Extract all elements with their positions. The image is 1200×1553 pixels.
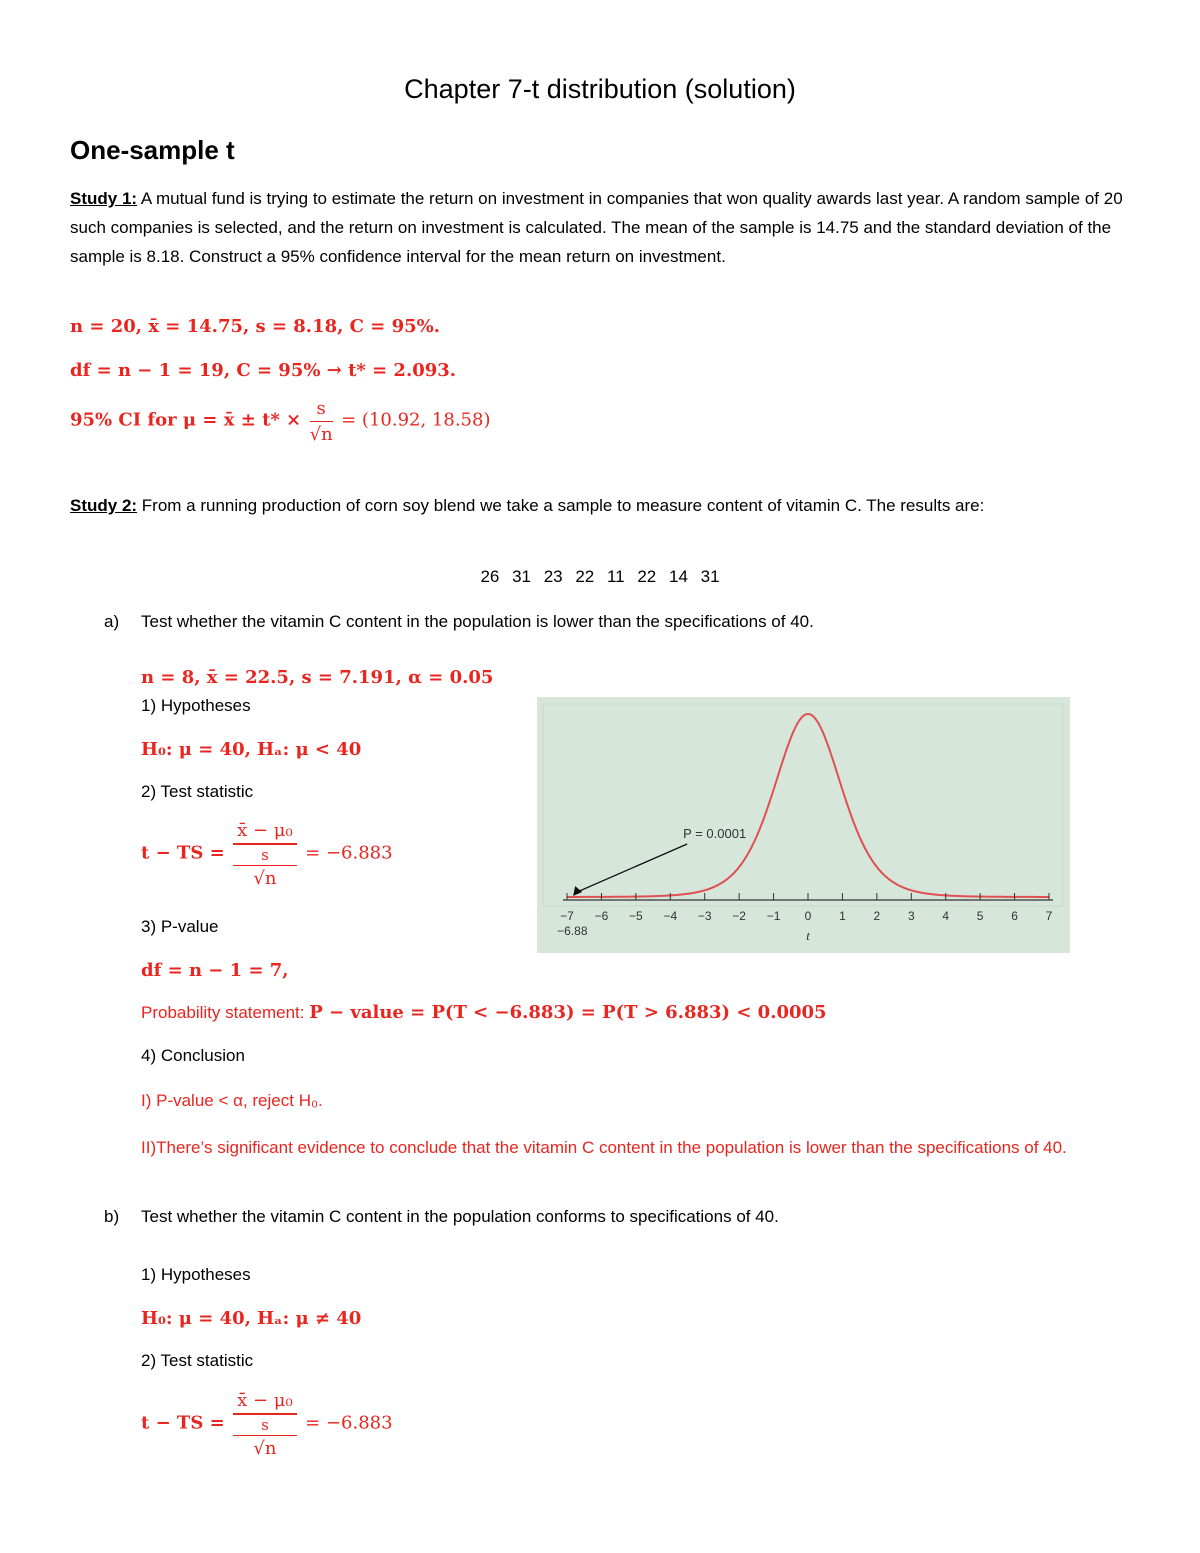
x-tick-label: −4 [663,909,678,923]
part-b-question: Test whether the vitamin C content in the population conforms to specifications of 40. [141,1207,779,1226]
part-b-ts-den: √n [253,1438,277,1459]
study2-paragraph [70,491,1140,520]
part-b-step1: 1) Hypotheses [141,1265,251,1284]
part-b-test-statistic [141,1390,393,1459]
part-b-ts-num: x̄ − μ₀ [233,1390,297,1414]
study1-given: n = 20, x̄ = 14.75, s = 8.18, C = 95%. [70,316,441,337]
x-tick-label: 3 [907,909,915,923]
t-distribution-svg [537,697,1070,953]
part-a-conclusion-1: I) P-value < α, reject H₀. [141,1091,323,1110]
part-a-marker: a) [104,612,120,631]
study2-label: Study 2: [70,496,138,515]
study2-text: From a running production of corn soy blend we take a sample to measure content of vitamin C. The results are: [137,496,985,515]
study1-paragraph [70,184,1140,271]
study1-ci-result: = (10.92, 18.58) [341,409,491,431]
part-a-prob-label: Probability statement: [141,1003,310,1022]
x-tick-label: −7 [560,909,574,923]
part-a-ts-fraction [233,820,297,889]
part-a-question: Test whether the vitamin C content in the population is lower than the specifications of 40. [141,612,814,631]
part-a-ts-result: = −6.883 [305,842,393,864]
x-tick-label: 2 [873,909,881,923]
x-tick-label: −2 [732,909,746,923]
plot-area [543,704,1063,906]
part-b-ts-mid: s [233,1414,297,1436]
study1-label: Study 1: [70,189,138,208]
part-a-given: n = 8, x̄ = 22.5, s = 7.191, α = 0.05 [141,667,494,688]
part-a-conclusion-2: II)There’s significant evidence to conclude that the vitamin C content in the population is lower than the specifications of 40. [141,1138,1067,1157]
part-b-ts-fraction [233,1390,297,1459]
part-a-step3: 3) P-value [141,917,219,936]
study1-ci-den: √n [309,424,333,445]
part-a-step2: 2) Test statistic [141,782,254,801]
study1-ci-formula [70,398,490,445]
study1-text: A mutual fund is trying to estimate the return on investment in companies that won quality awards last year. A random sample of 20 such companies is selected, and the return on investment is calculated. The mean of the sample is 14.75 and the standard deviation of the sample is 8.18. Construct a 95% confidence interval for the mean return on investment. [70,189,1123,266]
part-a-prob-expr: P − value = P(T < −6.883) = P(T > 6.883) < 0.0005 [309,1002,827,1023]
x-tick-label: 6 [1011,909,1018,923]
observed-t-label: −6.88 [557,924,588,938]
study2-data: 26 31 23 22 11 22 14 31 [480,567,720,586]
page-title: Chapter 7-t distribution (solution) [404,74,796,104]
x-tick-label: 4 [942,909,950,923]
section-heading: One-sample t [70,135,235,165]
t-distribution-chart [537,697,1070,953]
study1-ci-lhs: 95% CI for μ = x̄ ± t* × [70,409,302,431]
x-tick-label: −3 [697,909,712,923]
part-b-ts-result: = −6.883 [305,1412,393,1434]
part-a-df: df = n − 1 = 7, [141,960,289,981]
x-axis-label: t [806,928,810,943]
part-a-step1: 1) Hypotheses [141,696,251,715]
part-b-ts-lhs: t − TS = [141,1412,225,1434]
p-value-annotation: P = 0.0001 [683,826,747,841]
x-tick-label: 1 [839,909,846,923]
part-a-probability [141,1002,827,1023]
study1-ci-num: s [310,398,333,422]
part-a-ts-den: √n [253,868,277,889]
part-a-step4: 4) Conclusion [141,1046,245,1065]
x-tick-label: −6 [594,909,609,923]
x-tick-label: −5 [629,909,643,923]
x-tick-label: 5 [976,909,984,923]
part-a-ts-mid: s [233,844,297,866]
part-b-hypotheses: H₀: μ = 40, Hₐ: μ ≠ 40 [141,1308,362,1329]
x-tick-label: 7 [1045,909,1053,923]
part-a-ts-lhs: t − TS = [141,842,225,864]
part-b-marker: b) [104,1207,120,1226]
part-a-hypotheses: H₀: μ = 40, Hₐ: μ < 40 [141,739,362,760]
study1-df: df = n − 1 = 19, C = 95% → t* = 2.093. [70,360,457,381]
x-tick-label: −1 [766,909,781,923]
part-a-ts-num: x̄ − μ₀ [233,820,297,844]
x-tick-label: 0 [804,909,812,923]
study1-ci-fraction [310,398,333,445]
part-a-test-statistic [141,820,393,889]
part-b-step2: 2) Test statistic [141,1351,254,1370]
